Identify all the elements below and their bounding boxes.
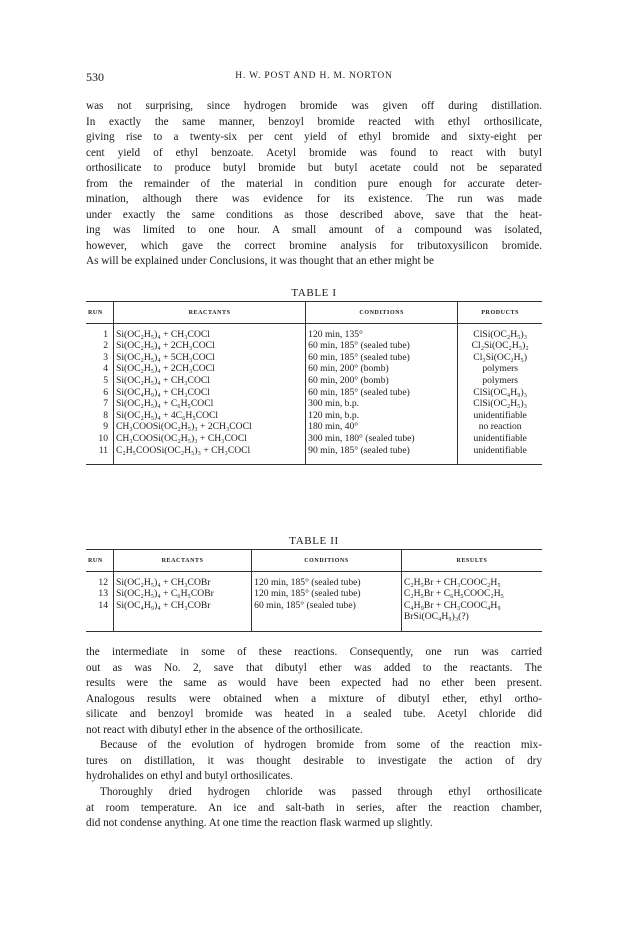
table-row [86, 445, 542, 465]
products-cell: unidentifiable [458, 410, 542, 422]
conditions-cell: 60 min, 200° (bomb) [306, 375, 458, 387]
reactants-cell: Si(OC₄H₉)₄ + CH₃COCl [116, 386, 210, 398]
table-2-header-run: RUN [86, 550, 114, 572]
conditions-cell: 120 min, b.p. [306, 410, 458, 422]
text-line: under exactly the same conditions as those described above, save that the heat- [86, 208, 542, 221]
reactants-cell: Si(OC₂H₅)₄ + CH₃COCl [116, 374, 210, 386]
page-header [86, 70, 542, 86]
results-cell: BrSi(OC₄H₉)₃(?) [401, 611, 542, 631]
results-cell: C₂H₅Br + CH₃COOC₂H₅ [401, 571, 542, 588]
run-cell: 5 [86, 375, 114, 387]
products-cell: ClSi(OC₂H₅)₃ [458, 323, 542, 340]
products-cell: polymers [458, 363, 542, 375]
table-1 [86, 301, 542, 465]
table-row [86, 433, 542, 445]
table-2-header-row [86, 550, 542, 572]
run-cell: 13 [86, 588, 114, 600]
text-line: from the remainder of the material in condition pure enough for accurate deter- [86, 177, 542, 190]
reactants-cell [114, 611, 252, 631]
reactants-cell: Si(OC₂H₅)₄ + C₆H₅COCl [116, 398, 214, 410]
text-line: the intermediate in some of these reactions. Consequently, one run was carried [86, 646, 542, 658]
conditions-cell: 60 min, 185° (sealed tube) [306, 387, 458, 399]
table-row [86, 588, 542, 600]
table-2-header-reactants: REACTANTS [114, 550, 252, 572]
table-1-header-reactants: REACTANTS [114, 302, 306, 324]
paragraph-1 [86, 99, 542, 270]
table-row [86, 363, 542, 375]
table-row [86, 352, 542, 364]
table-row [86, 421, 542, 433]
page-number: 530 [86, 70, 104, 84]
results-cell: C₄H₉Br + CH₃COOC₄H₉ [401, 600, 542, 612]
conditions-cell: 120 min, 135° [306, 323, 458, 340]
text-line: out as was No. 2, save that dibutyl ether was added to the reactants. The [86, 661, 542, 674]
table-1-header-run: RUN [86, 302, 114, 324]
reactants-cell: Si(OC₂H₅)₄ + CH₃COBr [116, 576, 211, 588]
reactants-cell: Si(OC₂H₅)₄ + C₆H₅COBr [116, 588, 214, 600]
reactants-cell: Si(OC₂H₅)₄ + 4C₆H₅COCl [116, 409, 219, 421]
table-row [86, 600, 542, 612]
run-cell: 6 [86, 387, 114, 399]
text-line: Because of the evolution of hydrogen bromide from some of the reaction mix- [100, 739, 542, 751]
run-cell: 14 [86, 600, 114, 612]
table-1-header-products: PRODUCTS [458, 302, 542, 324]
text-line: results were the same as would have been expected had no ether been present. [86, 677, 542, 689]
table-1-header-conditions: CONDITIONS [306, 302, 458, 324]
text-line: did not condense anything. At one time the reaction flask warmed up slightly. [86, 817, 433, 829]
table-row [86, 398, 542, 410]
run-cell [86, 611, 114, 631]
text-line: not react with dibutyl ether in the absence of the orthosilicate. [86, 723, 363, 736]
conditions-cell: 60 min, 185° (sealed tube) [306, 352, 458, 364]
conditions-cell: 180 min, 40° [306, 421, 458, 433]
reactants-cell: Si(OC₂H₅)₄ + 2CH₃COCl [116, 363, 215, 375]
conditions-cell: 60 min, 185° (sealed tube) [252, 600, 402, 612]
paragraph-2 [86, 645, 542, 738]
text-line: at room temperature. An ice and salt-bath in series, after the reaction chamber, [86, 801, 542, 814]
table-2-header-conditions: CONDITIONS [252, 550, 402, 572]
text-line: Thoroughly dried hydrogen chloride was passed through ethyl orthosilicate [100, 786, 542, 798]
run-cell: 1 [86, 323, 114, 340]
run-cell: 10 [86, 433, 114, 445]
text-line: giving rise to a twenty-six per cent yield of ethyl bromide and sixty-eight per [86, 131, 542, 143]
text-line: ing was limited to one hour. A small amount of a compound was isolated, [86, 224, 542, 236]
products-cell: ClSi(OC₄H₉)₃ [458, 387, 542, 399]
text-line: tures on distillation, it was thought desirable to investigate the action of dry [86, 754, 542, 767]
conditions-cell: 120 min, 185° (sealed tube) [252, 571, 402, 588]
reactants-cell: Si(OC₂H₅)₄ + CH₃COCl [116, 328, 210, 340]
run-cell: 9 [86, 421, 114, 433]
products-cell: Cl₂Si(OC₂H₅)₂ [458, 340, 542, 352]
conditions-cell: 300 min, b.p. [306, 398, 458, 410]
table-2-caption: TABLE II [289, 535, 339, 547]
run-cell: 7 [86, 398, 114, 410]
table-row [86, 571, 542, 588]
products-cell: Cl₃Si(OC₂H₅) [458, 352, 542, 364]
reactants-cell: C₂H₅COOSi(OC₂H₅)₃ + CH₃COCl [114, 445, 306, 465]
table-row [86, 340, 542, 352]
conditions-cell: 60 min, 200° (bomb) [306, 363, 458, 375]
text-line: was not surprising, since hydrogen bromide was given off during distillation. [86, 100, 542, 112]
products-cell: unidentifiable [458, 433, 542, 445]
products-cell: polymers [458, 375, 542, 387]
products-cell: unidentifiable [458, 445, 542, 465]
table-1-caption: TABLE I [291, 287, 337, 299]
reactants-cell: Si(OC₂H₅)₄ + 5CH₃COCl [116, 351, 215, 363]
table-2-header-results: RESULTS [401, 550, 542, 572]
table-row [86, 375, 542, 387]
table-row [86, 611, 542, 631]
paragraph-4 [86, 785, 542, 832]
running-head: H. W. POST AND H. M. NORTON [235, 71, 393, 81]
table-1-header-row [86, 302, 542, 324]
run-cell: 4 [86, 363, 114, 375]
text-line: silicate and benzoyl bromide was heated in a sealed tube. Acetyl chloride did [86, 708, 542, 720]
conditions-cell: 120 min, 185° (sealed tube) [252, 588, 402, 600]
text-line: however, which gave the correct bromine analysis for tributoxysilicon bromide. [86, 239, 542, 252]
run-cell: 3 [86, 352, 114, 364]
run-cell: 11 [86, 445, 114, 465]
reactants-cell: Si(OC₄H₉)₄ + CH₃COBr [116, 599, 211, 611]
table-row [86, 387, 542, 399]
text-line: cent yield of ethyl benzoate. Acetyl bromide was found to react with butyl [86, 146, 542, 159]
run-cell: 12 [86, 571, 114, 588]
text-line: hydrohalides on ethyl and butyl orthosilicates. [86, 770, 293, 782]
table-row [86, 410, 542, 422]
paragraph-3 [86, 738, 542, 785]
results-cell: C₂H₅Br + C₆H₅COOC₂H₅ [401, 588, 542, 600]
text-line: As will be explained under Conclusions, it was thought that an ether might be [86, 255, 434, 267]
run-cell: 2 [86, 340, 114, 352]
table-row [86, 323, 542, 340]
products-cell: ClSi(OC₂H₅)₃ [458, 398, 542, 410]
conditions-cell: 300 min, 180° (sealed tube) [306, 433, 458, 445]
text-line: mination, although there was evidence for its existence. The run was made [86, 193, 542, 205]
conditions-cell [252, 611, 402, 631]
text-line: Analogous results were obtained when a mixture of dibutyl ether, ethyl ortho- [86, 692, 542, 705]
conditions-cell: 90 min, 185° (sealed tube) [306, 445, 458, 465]
run-cell: 8 [86, 410, 114, 422]
table-2 [86, 549, 542, 632]
reactants-cell: CH₃COOSi(OC₂H₅)₃ + 2CH₃COCl [116, 421, 252, 433]
conditions-cell: 60 min, 185° (sealed tube) [306, 340, 458, 352]
text-line: orthosilicate to produce butyl bromide but butyl acetate could not be separated [86, 162, 542, 174]
reactants-cell: CH₃COOSi(OC₂H₅)₃ + CH₃COCl [116, 432, 247, 444]
reactants-cell: Si(OC₂H₅)₄ + 2CH₃COCl [116, 340, 215, 352]
text-line: In exactly the same manner, benzoyl bromide reacted with ethyl orthosilicate, [86, 115, 542, 128]
products-cell: no reaction [458, 421, 542, 433]
